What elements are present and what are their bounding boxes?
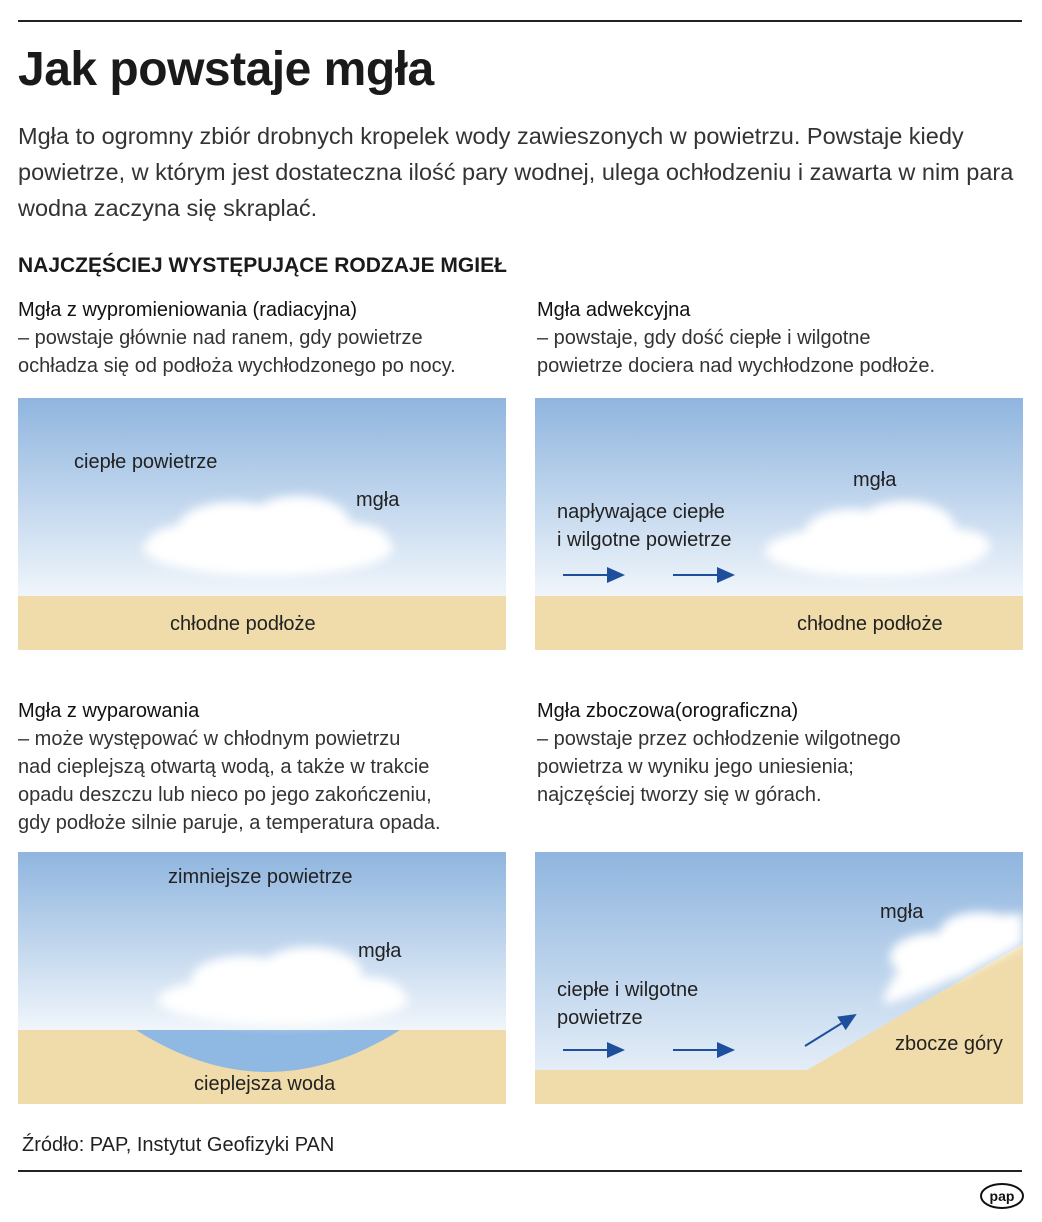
diagram-radiation-fog <box>18 398 506 650</box>
air-label: ciepłe i wilgotne <box>557 979 699 1001</box>
fog-type-orographic <box>537 697 1027 809</box>
air-label: napływające ciepłe <box>557 501 725 523</box>
diagram-orographic-fog <box>535 852 1023 1104</box>
fog-type-title: Mgła zboczowa(orograficzna) <box>537 700 799 722</box>
diagram-evaporation-fog <box>18 852 506 1104</box>
ground-label: chłodne podłoże <box>170 613 316 635</box>
intro-paragraph: Mgła to ogromny zbiór drobnych kropelek wody zawieszonych w powietrzu. Powstaje kiedy powietrze, w którym jest dostateczna ilość pary wodnej, ulega ochłodzeniu i zawarta w nim para wodna zaczyna się skraplać. <box>18 123 1014 221</box>
fog-type-radiation <box>18 296 518 380</box>
fog-label: mgła <box>880 901 924 923</box>
fog-label: mgła <box>358 940 402 962</box>
source-note: Źródło: PAP, Instytut Geofizyki PAN <box>22 1134 335 1156</box>
ground-area <box>535 596 1023 650</box>
fog-type-description: – może występować w chłodnym powietrzu nad cieplejszą otwartą wodą, a także w trakcie opadu deszczu lub nieco po jego zakończeniu, gdy podłoże silnie paruje, a temperatura opada. <box>18 728 441 834</box>
ground-label: cieplejsza woda <box>194 1073 336 1095</box>
ground-label: chłodne podłoże <box>797 613 943 635</box>
fog-label: mgła <box>853 469 897 491</box>
fog-type-title: Mgła z wyparowania <box>18 700 200 722</box>
top-rule <box>18 20 1022 22</box>
fog-type-title: Mgła adwekcyjna <box>537 299 691 321</box>
bottom-rule <box>18 1170 1022 1172</box>
air-label: powietrze <box>557 1007 643 1029</box>
diagram-advection-fog <box>535 398 1023 650</box>
fog-type-description: – powstaje głównie nad ranem, gdy powietrze ochładza się od podłoża wychłodzonego po nocy. <box>18 327 456 377</box>
page-title: Jak powstaje mgła <box>18 43 434 96</box>
pap-logo <box>980 1183 1024 1209</box>
fog-type-title: Mgła z wypromieniowania (radiacyjna) <box>18 299 358 321</box>
ground-label: zbocze góry <box>895 1033 1003 1055</box>
air-label: ciepłe powietrze <box>74 451 218 473</box>
air-label: i wilgotne powietrze <box>557 529 732 551</box>
fog-type-description: – powstaje przez ochłodzenie wilgotnego powietrza w wyniku jego uniesienia; najczęściej tworzy się w górach. <box>537 728 901 806</box>
section-heading: NAJCZĘŚCIEJ WYSTĘPUJĄCE RODZAJE MGIEŁ <box>18 254 507 277</box>
air-label: zimniejsze powietrze <box>168 866 353 888</box>
fog-type-evaporation <box>18 697 523 837</box>
fog-type-description: – powstaje, gdy dość ciepłe i wilgotne powietrze dociera nad wychłodzone podłoże. <box>537 327 936 377</box>
logo-text: pap <box>989 1188 1015 1204</box>
fog-label: mgła <box>356 489 400 511</box>
fog-type-advection <box>537 296 1027 380</box>
